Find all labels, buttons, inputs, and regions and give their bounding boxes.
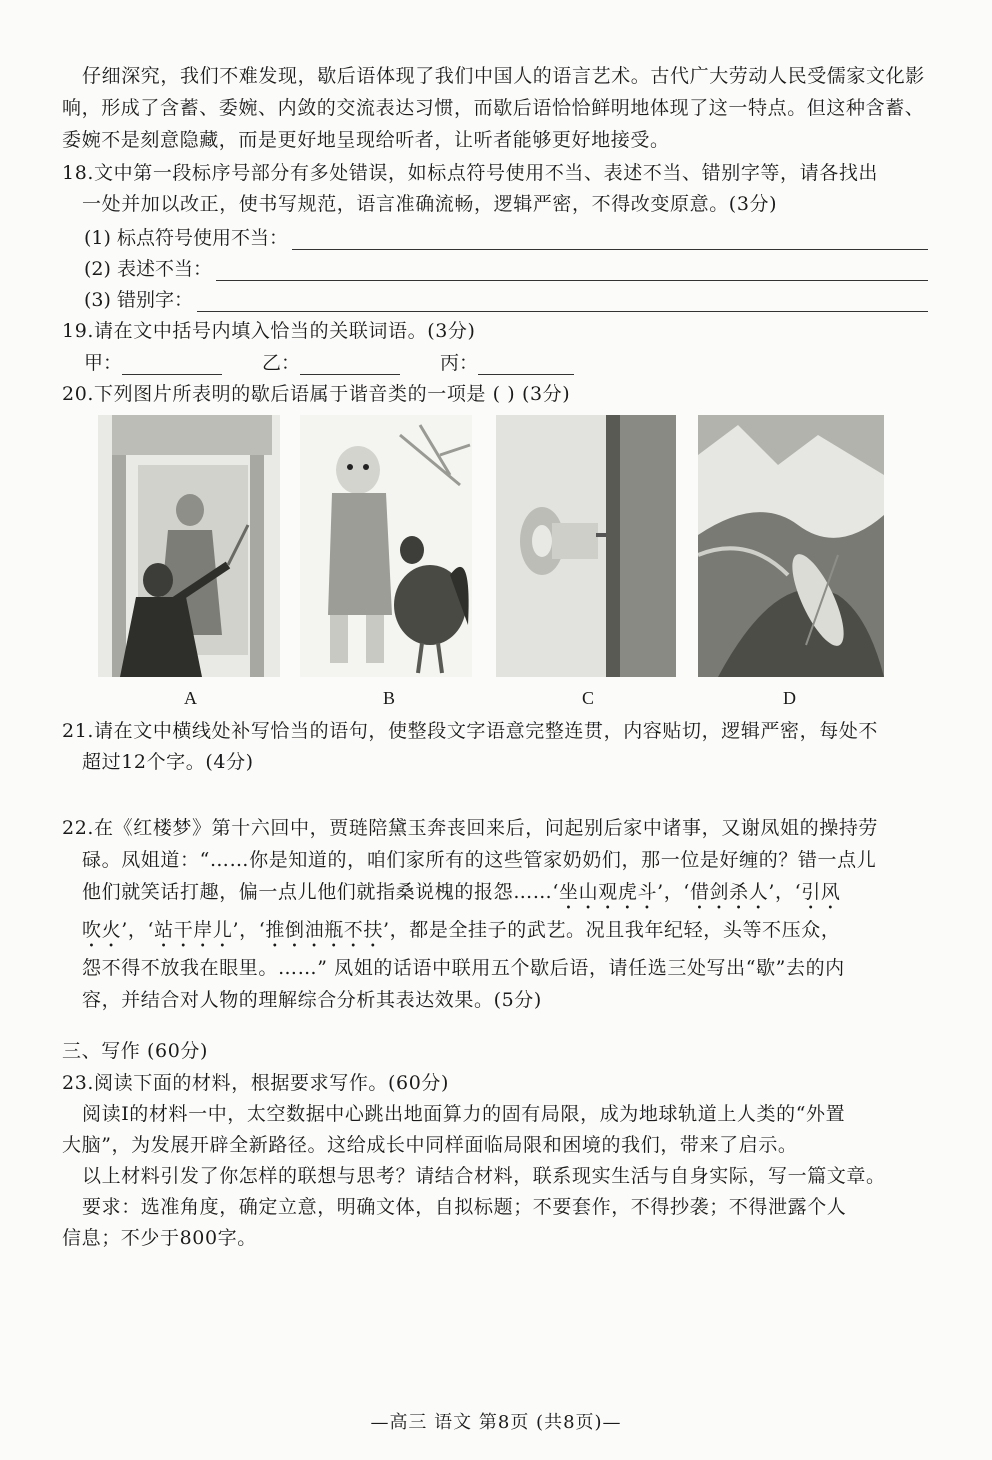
q22-line4: [62, 914, 934, 952]
q21-line2: 超过12个字。(4分): [82, 751, 254, 773]
q21-line1: 21.请在文中横线处补写恰当的语句，使整段文字语意完整连贯，内容贴切，逻辑严密，每处不: [62, 720, 879, 742]
q23-req-line1: 要求：选准角度，确定立意，明确文体，自拟标题；不要套作，不得抄袭；不得泄露个人: [82, 1196, 847, 1218]
option-b-image: [300, 415, 472, 677]
question-19: [62, 316, 934, 347]
q19-blank-jia-label: 甲：: [84, 352, 123, 374]
q18-item-2-answer-line[interactable]: [216, 260, 928, 281]
q22-line3: [62, 876, 934, 914]
q18-line1: 18.文中第一段标序号部分有多处错误，如标点符号使用不当、表述不当、错别字等，请各找出: [62, 162, 879, 184]
section-3-heading: [62, 1036, 934, 1067]
q22-sep: ’，‘: [232, 919, 266, 941]
q22-line3-text: 他们就笑话打趣，偏一点儿他们就指桑说槐的报怨……‘: [82, 881, 560, 903]
q22-sep: ’，‘: [121, 919, 155, 941]
q18-item-3: [84, 284, 928, 312]
question-22: [62, 812, 934, 1016]
q22-line4-text: ’，都是全挂子的武艺。况且我年纪轻，头等不压众，: [383, 919, 841, 941]
q18-line2: 一处并加以改正，使书写规范，语言准确流畅，逻辑严密，不得改变原意。(3分): [82, 193, 778, 215]
q19-text: 19.请在文中括号内填入恰当的关联词语。(3分): [62, 320, 476, 342]
option-b-label: B: [383, 688, 396, 708]
q19-blank-bing-label: 丙：: [440, 352, 479, 374]
q22-line1: 22.在《红楼梦》第十六回中，贾琏陪黛玉奔丧回来后，问起别后家中诸事，又谢凤姐的操持劳: [62, 817, 879, 839]
intro-paragraph: 仔细深究，我们不难发现，歇后语体现了我们中国人的语言艺术。古代广大劳动人民受儒家文化影响，形成了含蓄、委婉、内敛的交流表达习惯，而歇后语恰恰鲜明地体现了这一特点。但这种含蓄、委婉不是刻意隐藏，而是更好地呈现给听者，让听者能够更好地接受。: [62, 65, 925, 151]
question-23: [62, 1068, 934, 1254]
q19-blank-yi-label: 乙：: [262, 352, 301, 374]
q19-blank-jia: [84, 348, 222, 375]
page-footer: —高三 语文 第8页 (共8页)—: [370, 1412, 622, 1433]
q22-sep: ’，‘: [768, 881, 802, 903]
q19-blank-yi: [262, 348, 400, 375]
q19-blanks: [84, 348, 574, 375]
q23-para2: 以上材料引发了你怎样的联想与思考？请结合材料，联系现实生活与自身实际，写一篇文章。: [82, 1165, 886, 1187]
option-a-label: A: [184, 688, 197, 708]
idiom-tuidaoyoupingbufu: 推倒油瓶不扶: [265, 919, 383, 941]
q23-text: 23.阅读下面的材料，根据要求写作。(60分): [62, 1072, 450, 1094]
q18-item-1-label: (1) 标点符号使用不当：: [84, 227, 288, 249]
question-21: [62, 716, 934, 778]
q22-sep: ’，‘: [657, 881, 690, 903]
idiom-yinfengchuihuo-part1: 引风: [801, 881, 841, 903]
option-a-image: [98, 415, 280, 677]
idiom-zuoshanguanhudou: 坐山观虎斗: [559, 881, 658, 903]
q18-item-3-label: (3) 错别字：: [84, 289, 193, 311]
idiom-jiejianshaoren: 借剑杀人: [689, 881, 769, 903]
q18-item-2-label: (2) 表述不当：: [84, 258, 212, 280]
q18-item-2: [84, 253, 928, 281]
q19-blank-jia-line[interactable]: [122, 354, 222, 375]
section-3-title: 三、写作 (60分): [62, 1040, 209, 1062]
option-d-image: [698, 415, 884, 677]
q18-item-1: [84, 222, 928, 250]
idiom-zhanganan: 站干岸儿: [154, 919, 233, 941]
question-18: [62, 158, 934, 220]
q23-req-line2: 信息；不少于800字。: [62, 1227, 257, 1249]
option-c-image: [496, 415, 676, 677]
option-c-label: C: [582, 688, 595, 708]
q19-blank-bing-line[interactable]: [478, 354, 574, 375]
idiom-yinfengchuihuo-part2: 吹火: [82, 919, 122, 941]
option-d-label: D: [783, 688, 796, 708]
q23-para1-line2: 大脑”，为发展开辟全新路径。这给成长中同样面临局限和困境的我们，带来了启示。: [62, 1134, 798, 1156]
q22-line6: 容，并结合对人物的理解综合分析其表达效果。(5分): [82, 989, 542, 1011]
q22-line5: 怨不得不放我在眼里。……” 凤姐的话语中联用五个歇后语，请任选三处写出“歇”去的内: [82, 957, 845, 979]
q20-text: 20.下列图片所表明的歇后语属于谐音类的一项是 ( ) (3分): [62, 383, 571, 405]
q23-para1-line1: 阅读I的材料一中，太空数据中心跳出地面算力的固有局限，成为地球轨道上人类的“外置: [82, 1103, 846, 1125]
q19-blank-bing: [440, 348, 574, 375]
q18-item-1-answer-line[interactable]: [292, 229, 928, 250]
question-20: [62, 379, 934, 410]
q18-item-3-answer-line[interactable]: [197, 291, 928, 312]
q22-line2: 碌。凤姐道：“……你是知道的，咱们家所有的这些管家奶奶们，那一位是好缠的？错一点儿: [82, 849, 877, 871]
q19-blank-yi-line[interactable]: [300, 354, 400, 375]
